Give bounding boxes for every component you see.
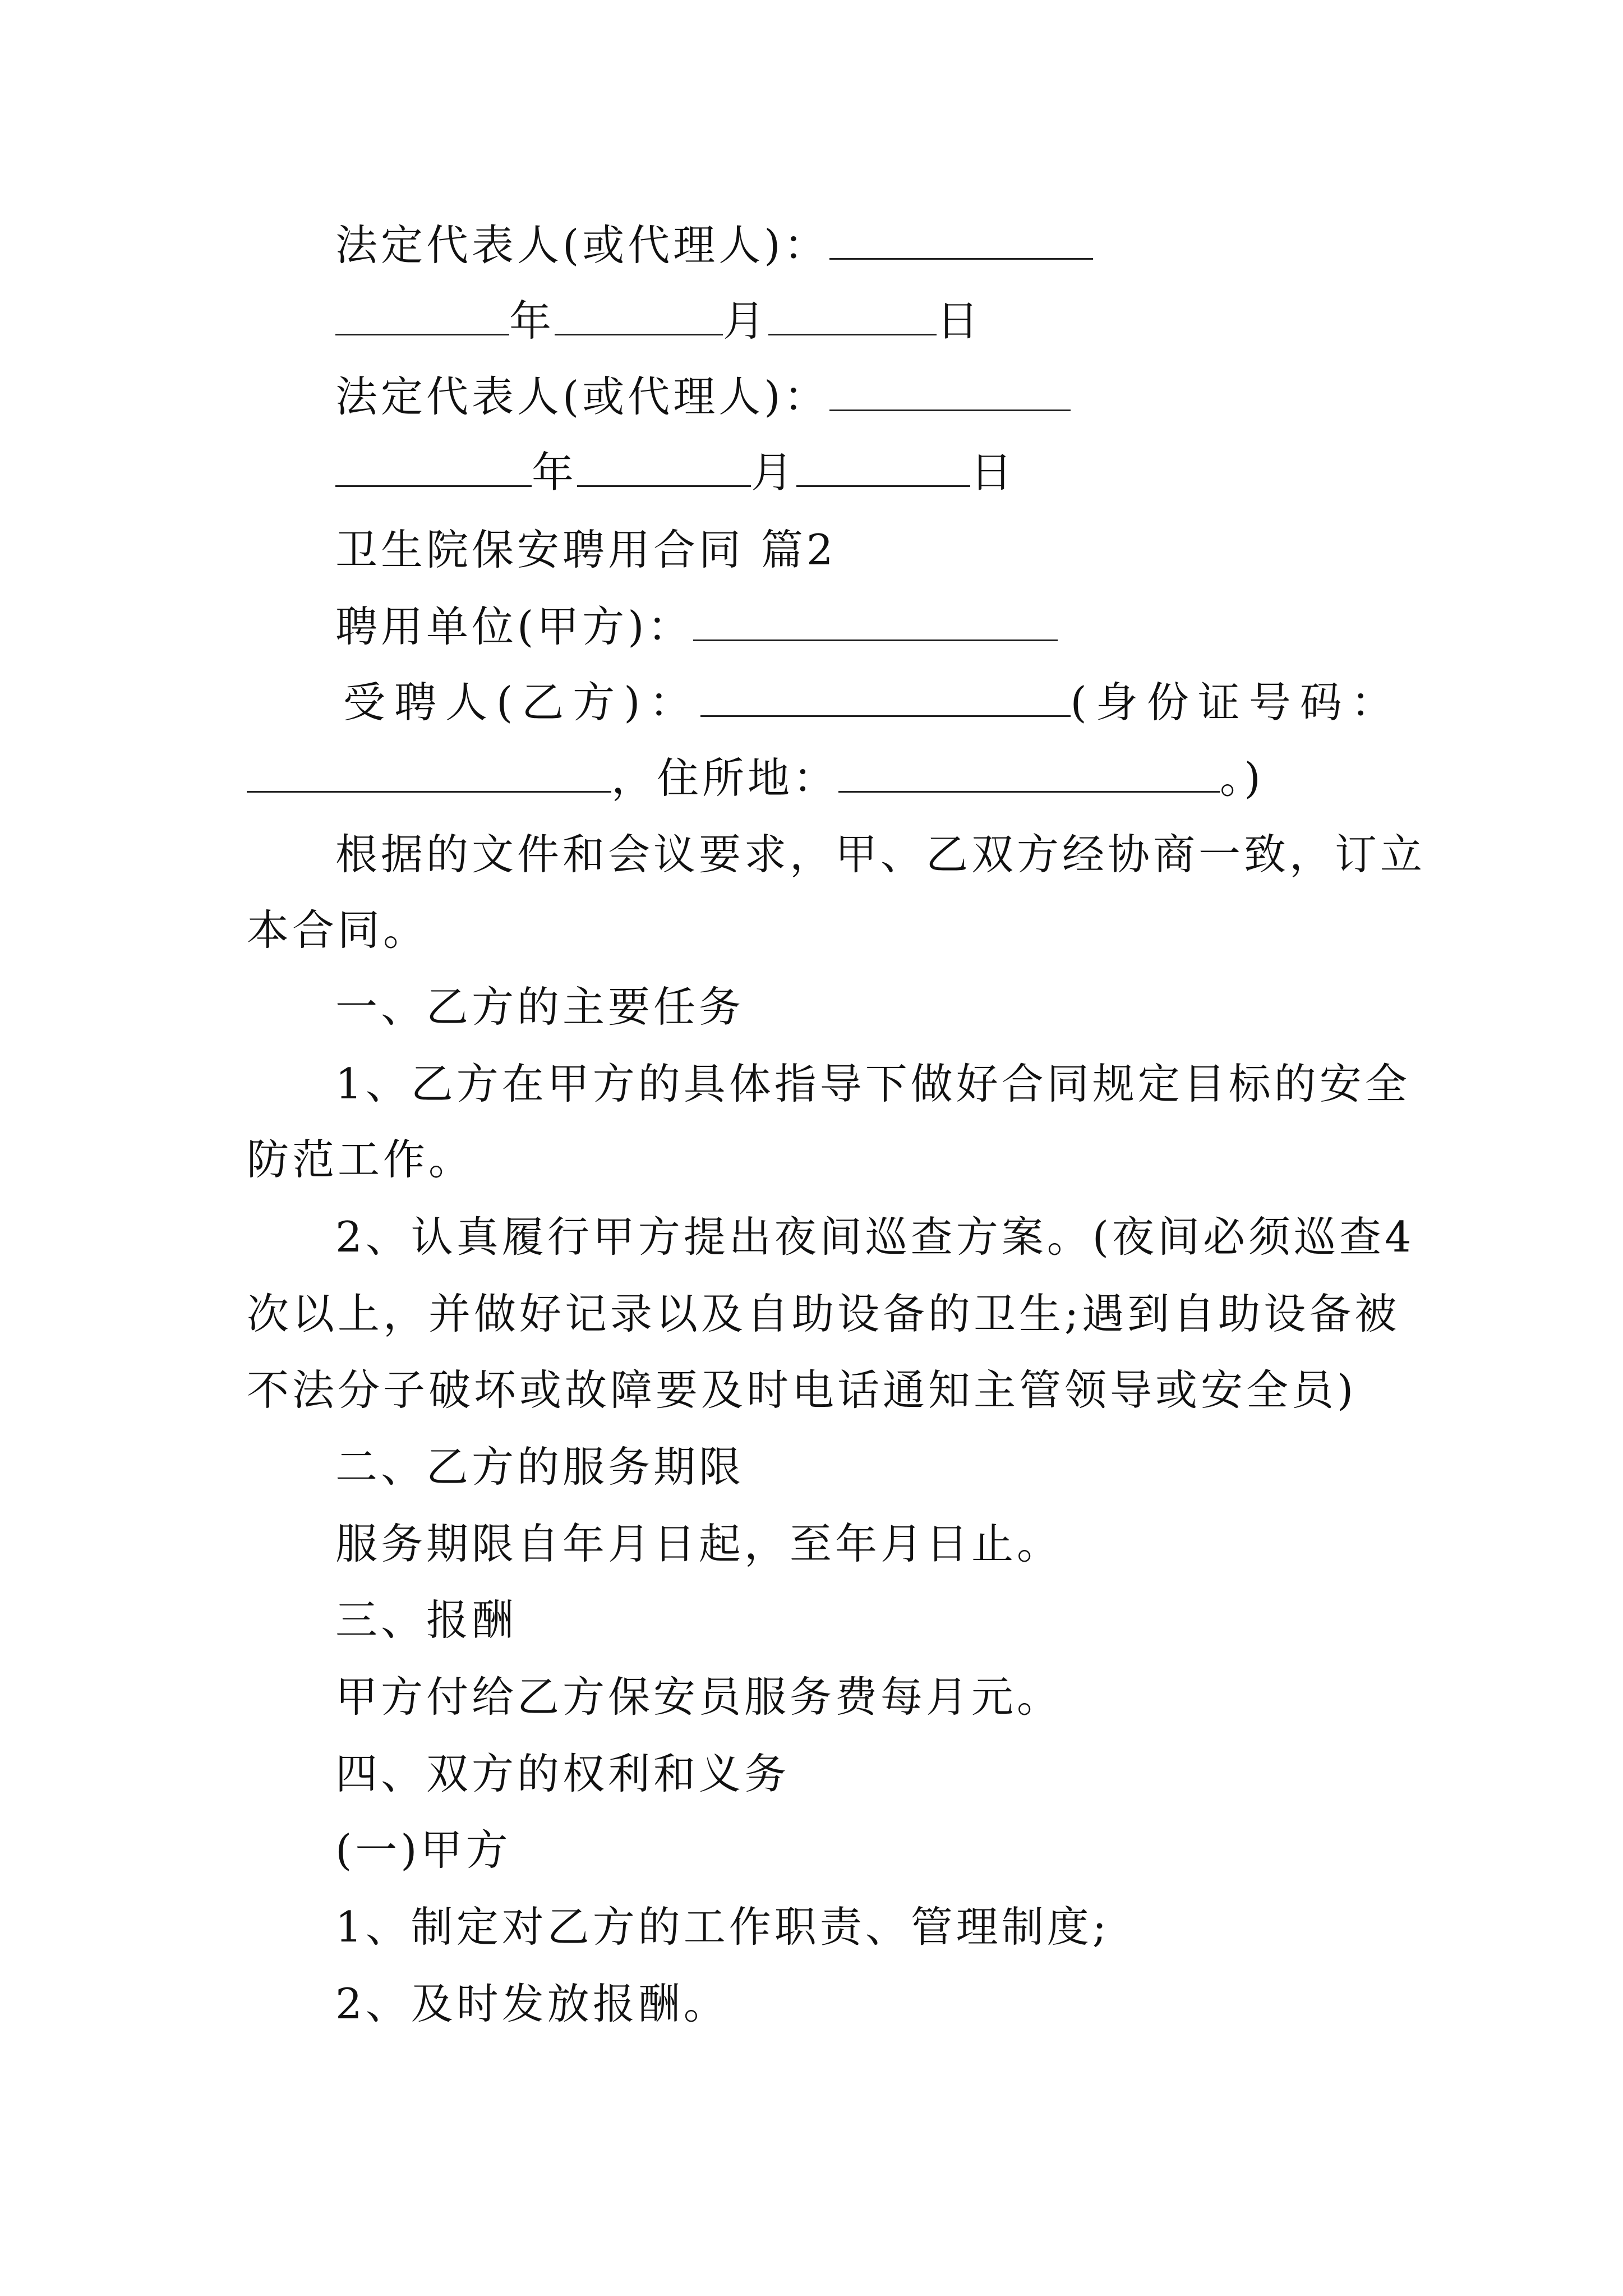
- year-blank-2[interactable]: [335, 440, 532, 487]
- month-label-1: 月: [723, 296, 769, 346]
- employee-line: [343, 670, 1402, 732]
- day-label-1: 日: [937, 296, 983, 346]
- id-number-label: (身份证号码：: [1070, 678, 1402, 727]
- heading-3: 三、报酬: [335, 1595, 518, 1645]
- legal-rep-blank-2[interactable]: [829, 365, 1071, 411]
- id-number-blank[interactable]: [247, 746, 611, 793]
- legal-rep-label-1: 法定代表人(或代理人)：: [335, 220, 829, 270]
- date-line-2: [335, 440, 1016, 502]
- address-end: 。): [1220, 753, 1264, 803]
- year-label-2: 年: [532, 448, 578, 497]
- month-blank-1[interactable]: [555, 289, 723, 335]
- year-blank-1[interactable]: [335, 289, 509, 335]
- task-2: 2、认真履行甲方提出夜间巡查方案。(夜间必须巡查4: [335, 1212, 1415, 1262]
- employer-label: 聘用单位(甲方)：: [335, 602, 693, 651]
- heading-4: 四、双方的权利和义务: [335, 1749, 790, 1798]
- month-blank-2[interactable]: [577, 440, 751, 487]
- day-label-2: 日: [970, 448, 1016, 497]
- month-label-2: 月: [751, 448, 797, 497]
- heading-2: 二、乙方的服务期限: [335, 1442, 745, 1492]
- section-title: 卫生院保安聘用合同 篇2: [335, 525, 837, 574]
- date-line-1: [335, 289, 982, 351]
- task-1-cont: 防范工作。: [247, 1135, 474, 1184]
- employee-label: 受聘人(乙方)：: [343, 678, 700, 727]
- payment: 甲方付给乙方保安员服务费每月元。: [335, 1672, 1063, 1722]
- subheading-party-a: (一)甲方: [335, 1825, 511, 1875]
- duty-1: 1、制定对乙方的工作职责、管理制度;: [335, 1902, 1110, 1952]
- task-2-cont-1: 次以上，并做好记录以及自助设备的卫生;遇到自助设备被: [247, 1289, 1400, 1338]
- day-blank-2[interactable]: [796, 440, 970, 487]
- service-period: 服务期限自年月日起，至年月日止。: [335, 1519, 1063, 1568]
- employee-blank[interactable]: [700, 670, 1071, 717]
- legal-rep-line-1: [335, 213, 1093, 275]
- employer-blank[interactable]: [693, 595, 1058, 641]
- legal-rep-blank-1[interactable]: [829, 213, 1093, 260]
- legal-rep-line-2: [335, 365, 1071, 426]
- address-label: ，住所地：: [611, 753, 839, 803]
- year-label-1: 年: [509, 296, 555, 346]
- paragraph-intro: 根据的文件和会议要求，甲、乙双方经协商一致，订立: [335, 830, 1426, 879]
- task-1: 1、乙方在甲方的具体指导下做好合同规定目标的安全: [335, 1059, 1410, 1108]
- day-blank-1[interactable]: [768, 289, 937, 335]
- legal-rep-label-2: 法定代表人(或代理人)：: [335, 372, 829, 421]
- employer-line: [335, 595, 1058, 656]
- address-blank[interactable]: [838, 746, 1220, 793]
- address-line: [247, 746, 1264, 808]
- task-2-cont-2: 不法分子破坏或故障要及时电话通知主管领导或安全员): [247, 1365, 1357, 1415]
- duty-2: 2、及时发放报酬。: [335, 1979, 729, 2028]
- heading-1: 一、乙方的主要任务: [335, 982, 745, 1032]
- paragraph-intro-cont: 本合同。: [247, 905, 429, 955]
